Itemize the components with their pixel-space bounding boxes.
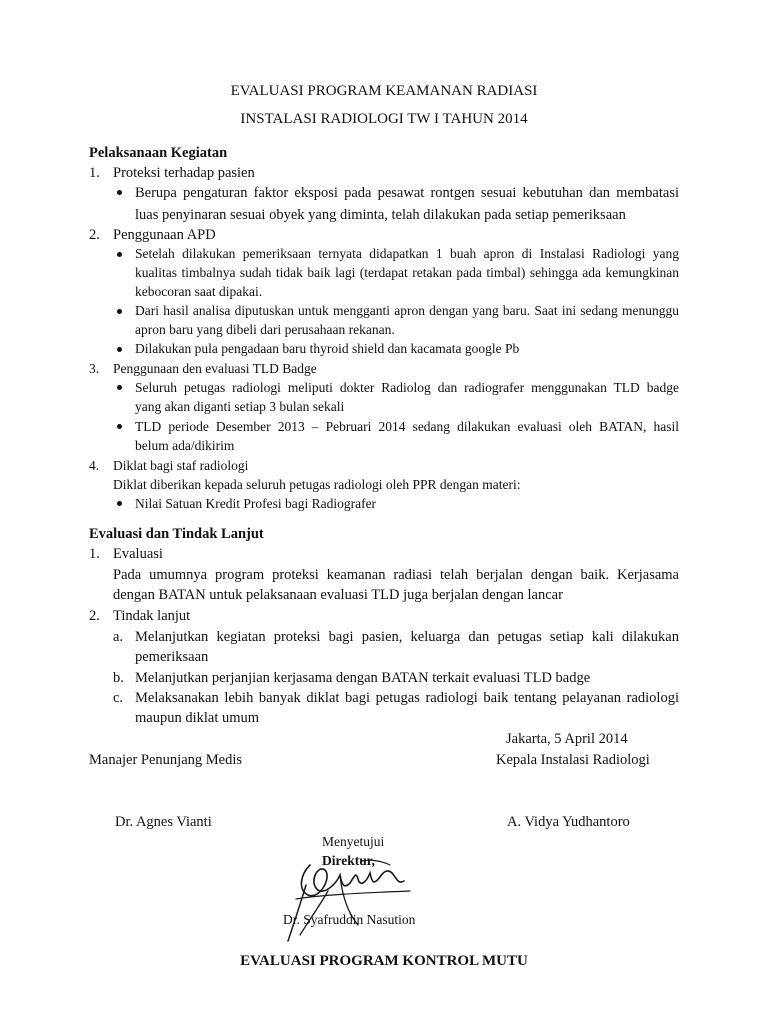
- next-section-title: EVALUASI PROGRAM KONTROL MUTU: [240, 953, 528, 969]
- director-name: Dr. Syafruddin Nasution: [283, 912, 416, 927]
- item-3-bullet-1-line2: yang akan diganti setiap 3 bulan sekali: [135, 399, 345, 414]
- director-title: Direktur,: [322, 853, 375, 868]
- item-4-label: Diklat bagi staf radiologi: [113, 458, 249, 473]
- bullet-icon: [117, 309, 122, 314]
- approval-label: Menyetujui: [322, 834, 385, 849]
- tindak-lanjut-b-letter: b.: [113, 670, 124, 686]
- item-2-bullet-1-line3: kebocoran saat dipakai.: [135, 284, 263, 299]
- item-3-label: Penggunaan den evaluasi TLD Badge: [113, 361, 317, 376]
- tindak-lanjut-b-line1: Melanjutkan perjanjian kerjasama dengan BATAN terkait evaluasi TLD badge: [135, 670, 591, 686]
- document-title-line1: EVALUASI PROGRAM KEAMANAN RADIASI: [230, 83, 538, 99]
- right-signatory-title: Kepala Instalasi Radiologi: [496, 752, 650, 768]
- bullet-icon: [117, 385, 122, 390]
- item-1-bullet-1-line1: Berupa pengaturan faktor eksposi pada pesawat rontgen sesuai kebutuhan dan membatasi: [135, 185, 679, 201]
- item-4-number: 4.: [89, 458, 100, 473]
- tindak-lanjut-a-line2: pemeriksaan: [135, 649, 209, 665]
- evaluasi-item-1-label: Evaluasi: [113, 546, 163, 562]
- evaluasi-item-1-number: 1.: [89, 546, 100, 562]
- item-3-bullet-2-line2: belum ada/dikirim: [135, 438, 235, 453]
- bullet-icon: [117, 252, 122, 257]
- evaluasi-item-2-label: Tindak lanjut: [113, 608, 191, 624]
- place-date: Jakarta, 5 April 2014: [506, 731, 628, 747]
- evaluasi-item-2-number: 2.: [89, 608, 100, 624]
- tindak-lanjut-a-line1: Melanjutkan kegiatan proteksi bagi pasien, keluarga dan petugas setiap kali dilakukan: [135, 629, 679, 645]
- item-4-bullet-1-line1: Nilai Satuan Kredit Profesi bagi Radiografer: [135, 496, 377, 511]
- tindak-lanjut-c-line1: Melaksanakan lebih banyak diklat bagi petugas radiologi baik tentang pelayanan radiologi: [135, 690, 679, 706]
- item-2-bullet-2-line2: apron baru yang dibeli dari perusahaan rekanan.: [135, 322, 395, 337]
- item-2-bullet-1-line2: kualitas timbalnya sudah tidak baik lagi (terdapat retakan pada timbal) sehingga ada kemungkinan: [135, 265, 679, 280]
- left-signatory-name: Dr. Agnes Vianti: [115, 814, 212, 830]
- left-signatory-title: Manajer Penunjang Medis: [89, 752, 243, 768]
- director-signature-image: [270, 855, 420, 945]
- item-1-bullet-1-line2: luas penyinaran sesuai obyek yang diminta, telah dilakukan pada setiap pemeriksaan: [135, 207, 626, 223]
- item-2-label: Penggunaan APD: [113, 227, 216, 243]
- item-3-bullet-2-line1: TLD periode Desember 2013 – Pebruari 2014 sedang dilakukan evaluasi oleh BATAN, hasil: [135, 419, 679, 434]
- bullet-icon: [117, 424, 122, 429]
- item-2-bullet-2-line1: Dari hasil analisa diputuskan untuk mengganti apron dengan yang baru. Saat ini sedang menunggu: [135, 303, 679, 318]
- evaluasi-item-1-line1: Pada umumnya program proteksi keamanan radiasi telah berjalan dengan baik. Kerjasama: [113, 567, 679, 583]
- bullet-icon: [117, 347, 122, 352]
- bullet-icon: [117, 501, 122, 506]
- section-heading-pelaksanaan: Pelaksanaan Kegiatan: [89, 145, 228, 161]
- section-heading-evaluasi: Evaluasi dan Tindak Lanjut: [89, 526, 264, 542]
- item-1-number: 1.: [89, 165, 100, 181]
- item-3-bullet-1-line1: Seluruh petugas radiologi meliputi dokter Radiolog dan radiografer menggunakan TLD badge: [135, 380, 679, 395]
- item-2-number: 2.: [89, 227, 100, 243]
- item-2-bullet-3-line1: Dilakukan pula pengadaan baru thyroid shield dan kacamata google Pb: [135, 341, 520, 356]
- evaluasi-item-1-line2: dengan BATAN untuk pelaksanaan evaluasi TLD juga berjalan dengan lancar: [113, 587, 563, 603]
- tindak-lanjut-c-line2: maupun diklat umum: [135, 710, 260, 726]
- item-2-bullet-1-line1: Setelah dilakukan pemeriksaan ternyata didapatkan 1 buah apron di Instalasi Radiologi yang: [135, 246, 679, 261]
- tindak-lanjut-c-letter: c.: [113, 690, 124, 706]
- item-4-note: Diklat diberikan kepada seluruh petugas radiologi oleh PPR dengan materi:: [113, 477, 521, 492]
- item-1-label: Proteksi terhadap pasien: [113, 165, 255, 181]
- item-3-number: 3.: [89, 361, 100, 376]
- right-signatory-name: A. Vidya Yudhantoro: [507, 814, 630, 830]
- tindak-lanjut-a-letter: a.: [113, 629, 124, 645]
- document-title-line2: INSTALASI RADIOLOGI TW I TAHUN 2014: [240, 111, 528, 127]
- bullet-icon: [117, 190, 122, 195]
